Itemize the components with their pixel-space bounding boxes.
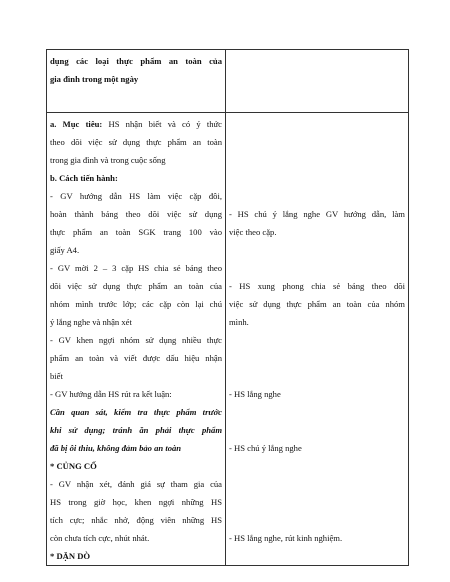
teacher-activity-cell-top bbox=[47, 50, 226, 113]
step-line: - GV mời 2 – 3 cặp HS chia sẻ bảng theo bbox=[50, 263, 222, 273]
homework-heading: * DẶN DÒ bbox=[50, 551, 91, 561]
step-line: phẩm an toàn và viết được dấu hiệu nhận bbox=[50, 353, 222, 363]
conclusion-line: Cần quan sát, kiểm tra thực phẩm trước bbox=[50, 407, 222, 417]
step-line: thực phẩm an toàn SGK trang 100 vào bbox=[50, 227, 222, 237]
teacher-activity-cell bbox=[47, 113, 226, 566]
student-activity-cell bbox=[226, 113, 409, 566]
step-line: - GV hướng dẫn HS rút ra kết luận: bbox=[50, 389, 172, 399]
activity-title-line: dụng các loại thực phẩm an toàn của bbox=[50, 56, 222, 66]
student-response-line: - HS lắng nghe bbox=[229, 389, 281, 399]
activity-title-line: gia đình trong một ngày bbox=[50, 74, 139, 84]
objective-line bbox=[50, 115, 222, 133]
conclusion-line: khi sử dụng; tránh ăn phải thực phẩm bbox=[50, 425, 222, 435]
table-row-main bbox=[47, 113, 409, 566]
step-line: dõi việc sử dụng thực phẩm an toàn của bbox=[50, 281, 222, 291]
conclusion-line: đã bị ôi thiu, không đảm bảo an toàn bbox=[50, 443, 182, 453]
procedure-heading: b. Cách tiến hành: bbox=[50, 173, 118, 183]
step-line: nhóm mình trước lớp; các cặp còn lại chú bbox=[50, 299, 222, 309]
consolidation-line: còn chưa tích cực, nhút nhát. bbox=[50, 533, 150, 543]
student-response-line: mình. bbox=[229, 317, 249, 327]
student-response-line: việc theo cặp. bbox=[229, 227, 277, 237]
step-line: ý lắng nghe và nhận xét bbox=[50, 317, 132, 327]
consolidation-line: HS trong giờ học, khen ngợi những HS bbox=[50, 497, 222, 507]
objective-text: HS nhận biết và có ý thức bbox=[102, 119, 222, 129]
student-activity-cell-top bbox=[226, 50, 409, 113]
objective-line: theo dõi việc sử dụng thực phẩm an toàn bbox=[50, 137, 222, 147]
step-line: giấy A4. bbox=[50, 245, 80, 255]
table-row-top bbox=[47, 50, 409, 113]
step-line: biết bbox=[50, 371, 63, 381]
step-line: - GV hướng dẫn HS làm việc cặp đôi, bbox=[50, 191, 222, 201]
student-response-line: việc sử dụng thực phẩm an toàn của nhóm bbox=[229, 299, 405, 309]
consolidation-line: - GV nhận xét, đánh giá sự tham gia của bbox=[50, 479, 222, 489]
student-response-line: - HS chú ý lắng nghe bbox=[229, 443, 302, 453]
objective-label: a. Mục tiêu: bbox=[50, 119, 103, 129]
student-response-line: - HS lắng nghe, rút kinh nghiệm. bbox=[229, 533, 343, 543]
consolidation-heading: * CỦNG CỐ bbox=[50, 461, 97, 471]
consolidation-line: tích cực; nhắc nhở, động viên những HS bbox=[50, 515, 222, 525]
student-response-line: - HS chú ý lắng nghe GV hướng dẫn, làm bbox=[229, 209, 405, 219]
objective-line: trong gia đình và trong cuộc sống bbox=[50, 155, 166, 165]
step-line: hoàn thành bảng theo dõi việc sử dụng bbox=[50, 209, 222, 219]
student-response-line: - HS xung phong chia sẻ bảng theo dõi bbox=[229, 281, 405, 291]
lesson-table bbox=[46, 49, 409, 566]
step-line: - GV khen ngợi nhóm sử dụng nhiều thực bbox=[50, 335, 222, 345]
